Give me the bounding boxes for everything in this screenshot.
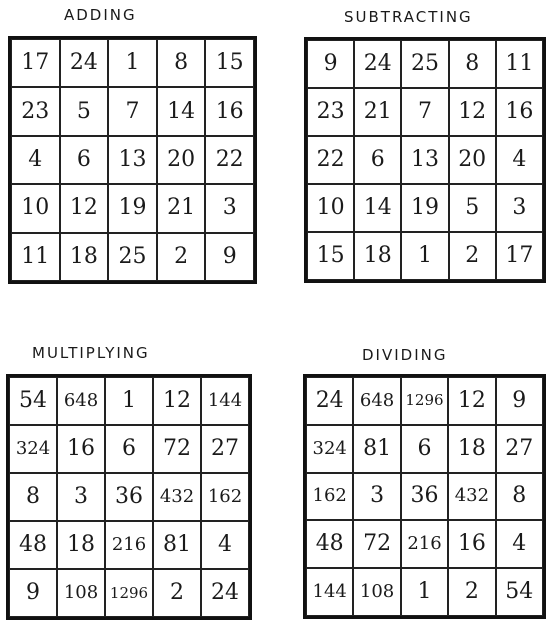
grid-cell: 8 bbox=[157, 39, 206, 87]
grid-cell: 2 bbox=[153, 569, 201, 617]
grid-cell: 27 bbox=[201, 425, 249, 473]
grid-cell: 72 bbox=[353, 520, 400, 568]
grid-cell: 19 bbox=[108, 184, 157, 232]
grid-cell: 8 bbox=[9, 473, 57, 521]
grid-cell: 108 bbox=[57, 569, 105, 617]
grid-cell: 81 bbox=[153, 521, 201, 569]
grid-cell: 21 bbox=[157, 184, 206, 232]
subtracting-title: SUBTRACTING bbox=[344, 8, 473, 26]
grid-cell: 4 bbox=[496, 520, 543, 568]
grid-cell: 16 bbox=[448, 520, 495, 568]
dividing-title: DIVIDING bbox=[362, 346, 448, 364]
grid-cell: 22 bbox=[307, 136, 354, 184]
grid-cell: 324 bbox=[306, 425, 353, 473]
grid-cell: 7 bbox=[401, 88, 448, 136]
subtracting-square bbox=[304, 37, 546, 283]
multiplying-title: MULTIPLYING bbox=[32, 344, 150, 362]
grid-cell: 4 bbox=[496, 136, 543, 184]
grid-cell: 12 bbox=[449, 88, 496, 136]
grid-cell: 48 bbox=[306, 520, 353, 568]
grid-cell: 1 bbox=[401, 568, 448, 616]
grid-cell: 5 bbox=[449, 184, 496, 232]
grid-cell: 3 bbox=[496, 184, 543, 232]
grid-cell: 20 bbox=[449, 136, 496, 184]
grid-cell: 16 bbox=[496, 88, 543, 136]
grid-cell: 1296 bbox=[105, 569, 153, 617]
grid-cell: 24 bbox=[60, 39, 109, 87]
grid-cell: 10 bbox=[307, 184, 354, 232]
grid-cell: 16 bbox=[205, 87, 254, 135]
grid-cell: 2 bbox=[448, 568, 495, 616]
grid-cell: 162 bbox=[201, 473, 249, 521]
grid-cell: 36 bbox=[105, 473, 153, 521]
grid-cell: 2 bbox=[157, 233, 206, 281]
grid-cell: 17 bbox=[496, 232, 543, 280]
grid-cell: 324 bbox=[9, 425, 57, 473]
grid-cell: 6 bbox=[354, 136, 401, 184]
grid-cell: 18 bbox=[448, 425, 495, 473]
grid-cell: 216 bbox=[401, 520, 448, 568]
grid-cell: 11 bbox=[11, 233, 60, 281]
grid-cell: 6 bbox=[105, 425, 153, 473]
grid-cell: 9 bbox=[205, 233, 254, 281]
grid-cell: 432 bbox=[153, 473, 201, 521]
grid-cell: 14 bbox=[354, 184, 401, 232]
grid-cell: 432 bbox=[448, 473, 495, 521]
grid-cell: 14 bbox=[157, 87, 206, 135]
grid-cell: 1 bbox=[108, 39, 157, 87]
grid-cell: 18 bbox=[60, 233, 109, 281]
grid-cell: 27 bbox=[496, 425, 543, 473]
grid-cell: 17 bbox=[11, 39, 60, 87]
grid-cell: 48 bbox=[9, 521, 57, 569]
grid-cell: 162 bbox=[306, 473, 353, 521]
grid-cell: 21 bbox=[354, 88, 401, 136]
grid-cell: 7 bbox=[108, 87, 157, 135]
grid-cell: 8 bbox=[449, 40, 496, 88]
grid-cell: 216 bbox=[105, 521, 153, 569]
grid-cell: 15 bbox=[307, 232, 354, 280]
adding-title: ADDING bbox=[64, 6, 137, 24]
grid-cell: 10 bbox=[11, 184, 60, 232]
multiplying-square bbox=[6, 374, 252, 620]
grid-cell: 22 bbox=[205, 136, 254, 184]
grid-cell: 36 bbox=[401, 473, 448, 521]
grid-cell: 23 bbox=[307, 88, 354, 136]
grid-cell: 648 bbox=[57, 377, 105, 425]
grid-cell: 3 bbox=[57, 473, 105, 521]
grid-cell: 4 bbox=[201, 521, 249, 569]
grid-cell: 18 bbox=[57, 521, 105, 569]
grid-cell: 108 bbox=[353, 568, 400, 616]
grid-cell: 1 bbox=[401, 232, 448, 280]
grid-cell: 24 bbox=[354, 40, 401, 88]
grid-cell: 25 bbox=[108, 233, 157, 281]
grid-cell: 9 bbox=[307, 40, 354, 88]
grid-cell: 9 bbox=[496, 377, 543, 425]
grid-cell: 54 bbox=[9, 377, 57, 425]
grid-cell: 20 bbox=[157, 136, 206, 184]
grid-cell: 16 bbox=[57, 425, 105, 473]
grid-cell: 13 bbox=[108, 136, 157, 184]
grid-cell: 12 bbox=[60, 184, 109, 232]
grid-cell: 3 bbox=[353, 473, 400, 521]
grid-cell: 25 bbox=[401, 40, 448, 88]
grid-cell: 3 bbox=[205, 184, 254, 232]
grid-cell: 9 bbox=[9, 569, 57, 617]
grid-cell: 4 bbox=[11, 136, 60, 184]
grid-cell: 6 bbox=[401, 425, 448, 473]
grid-cell: 12 bbox=[153, 377, 201, 425]
grid-cell: 81 bbox=[353, 425, 400, 473]
grid-cell: 11 bbox=[496, 40, 543, 88]
grid-cell: 15 bbox=[205, 39, 254, 87]
grid-cell: 13 bbox=[401, 136, 448, 184]
grid-cell: 8 bbox=[496, 473, 543, 521]
grid-cell: 19 bbox=[401, 184, 448, 232]
grid-cell: 5 bbox=[60, 87, 109, 135]
adding-square bbox=[8, 36, 257, 284]
grid-cell: 1 bbox=[105, 377, 153, 425]
grid-cell: 144 bbox=[201, 377, 249, 425]
grid-cell: 6 bbox=[60, 136, 109, 184]
grid-cell: 23 bbox=[11, 87, 60, 135]
grid-cell: 24 bbox=[201, 569, 249, 617]
dividing-square bbox=[303, 374, 546, 619]
grid-cell: 72 bbox=[153, 425, 201, 473]
grid-cell: 1296 bbox=[401, 377, 448, 425]
grid-cell: 12 bbox=[448, 377, 495, 425]
grid-cell: 144 bbox=[306, 568, 353, 616]
grid-cell: 2 bbox=[449, 232, 496, 280]
grid-cell: 648 bbox=[353, 377, 400, 425]
grid-cell: 24 bbox=[306, 377, 353, 425]
grid-cell: 54 bbox=[496, 568, 543, 616]
grid-cell: 18 bbox=[354, 232, 401, 280]
